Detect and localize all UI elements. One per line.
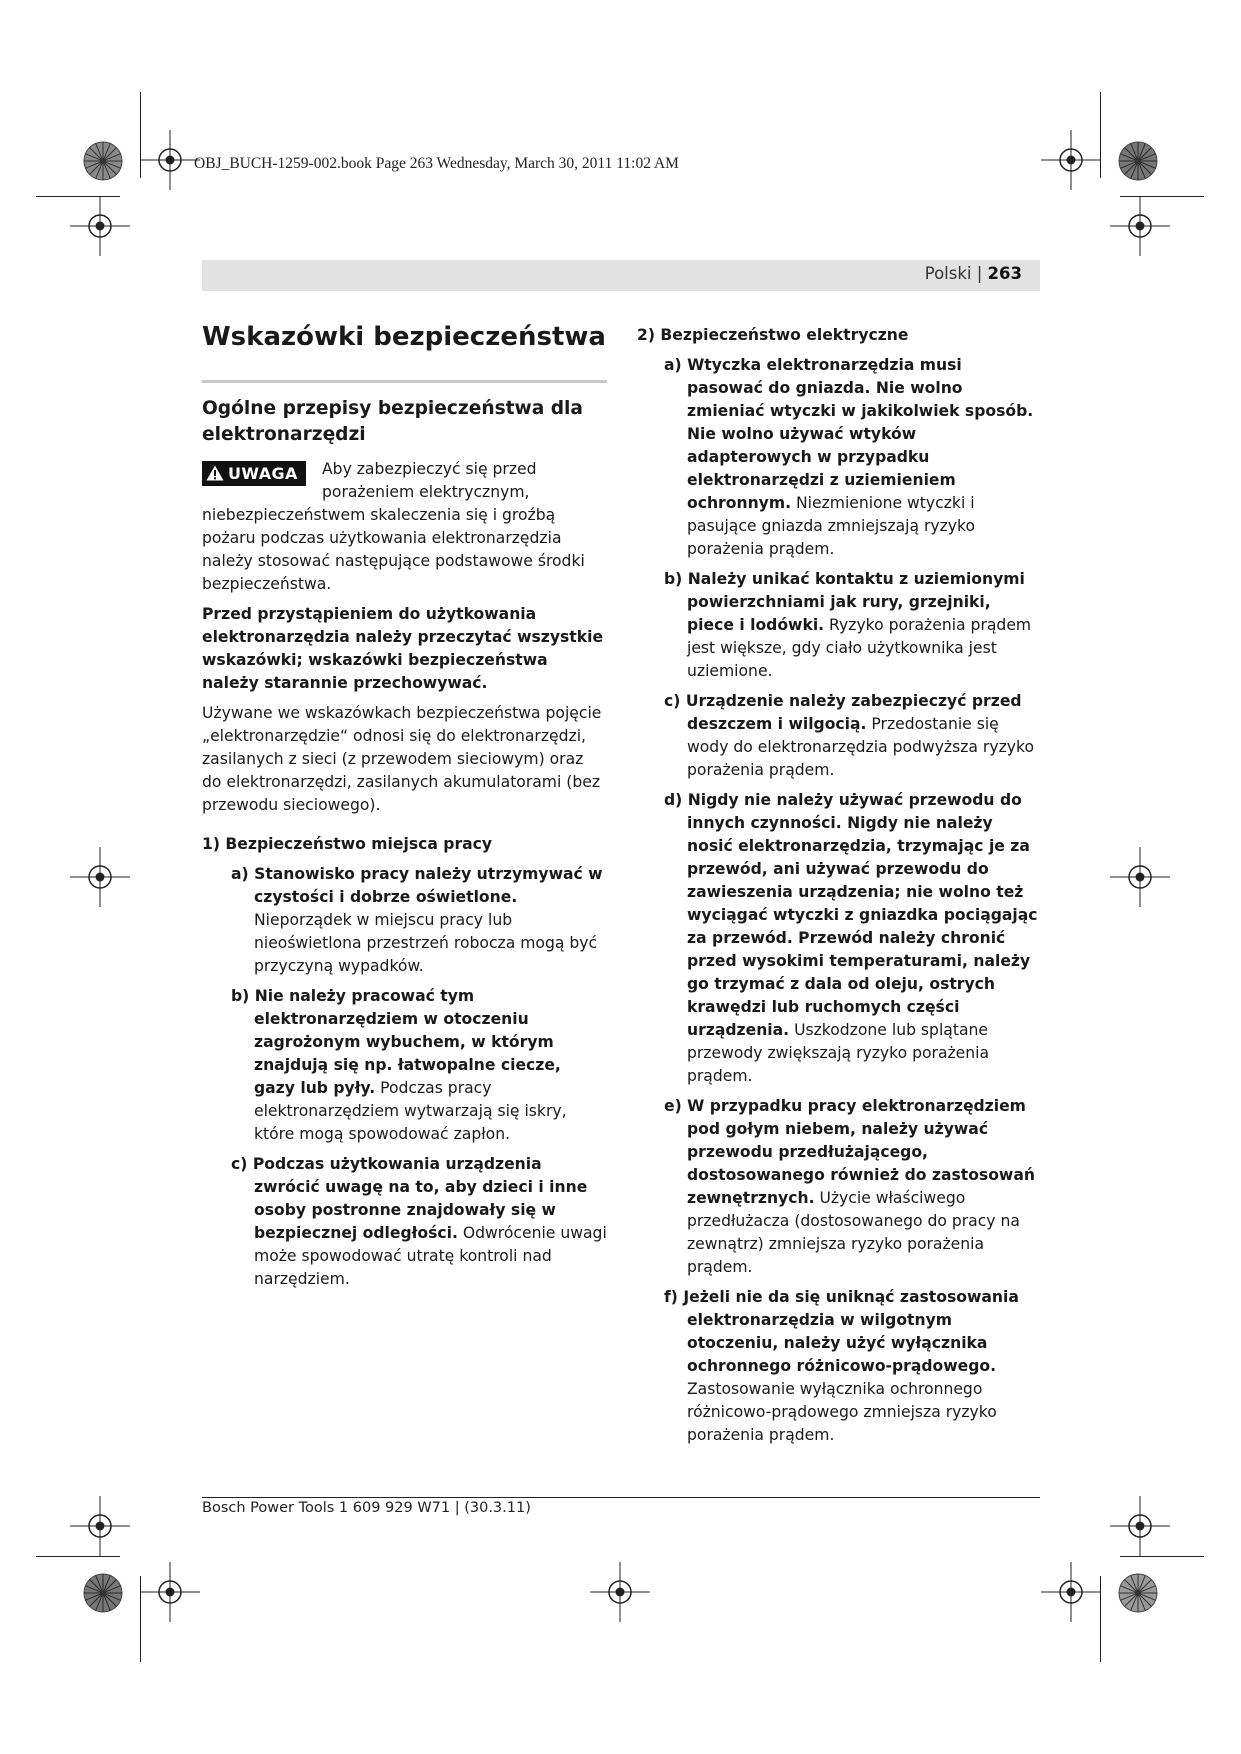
footer-divider (202, 1497, 1040, 1498)
left-column (202, 320, 607, 1298)
registration-mark-icon (1110, 847, 1170, 907)
page-title: Wskazówki bezpieczeństwa (202, 322, 606, 352)
right-column (637, 324, 1040, 1454)
calibration-wheel-icon (1118, 141, 1158, 181)
registration-mark-icon (1041, 130, 1101, 190)
registration-mark-icon (1041, 1562, 1101, 1622)
warning-triangle-icon (206, 465, 224, 481)
registration-mark-icon (1110, 1496, 1170, 1556)
registration-mark-icon (70, 1496, 130, 1556)
registration-mark-icon (70, 847, 130, 907)
title-divider (202, 380, 607, 383)
page-number: 263 (987, 264, 1022, 283)
header-language: Polski | (924, 264, 988, 283)
section-heading-workplace: 1) Bezpieczeństwo miejsca pracy (202, 835, 493, 853)
list-item: a) Stanowisko pracy należy utrzymywać w czystości i dobrze oświetlone. Nieporządek w miejscu pracy lub nieoświetlona przestrzeń robocza mogą być przyczyną wypadków. (231, 865, 603, 975)
registration-mark-icon (140, 1562, 200, 1622)
page-header-bar (202, 260, 1040, 291)
page-header (925, 264, 1022, 283)
calibration-wheel-icon (83, 1573, 123, 1613)
list-item: c) Urządzenie należy zabezpieczyć przed deszczem i wilgocią. Przedostanie się wody do elektronarzędzia podwyższa ryzyko porażenia prądem. (664, 692, 1034, 779)
list-item: c) Podczas użytkowania urządzenia zwrócić uwagę na to, aby dzieci i inne osoby postronne znajdowały się w bezpiecznej odległości. Odwrócenie uwagi może spowodować utratę kontroli nad narzędziem. (231, 1155, 607, 1288)
section-subtitle: Ogólne przepisy bezpieczeństwa dla elektronarzędzi (202, 398, 583, 445)
warning-badge (202, 461, 306, 486)
list-item: e) W przypadku pracy elektronarzędziem pod gołym niebem, należy używać przewodu przedłużającego, dostosowanego również do zastosowań zewnętrznych. Użycie właściwego przedłużacza (dostosowanego do pracy na zewnątrz) zmniejsza ryzyko porażenia prądem. (664, 1097, 1035, 1276)
calibration-wheel-icon (1118, 1573, 1158, 1613)
list-item: d) Nigdy nie należy używać przewodu do innych czynności. Nigdy nie należy nosić elektronarzędzia, trzymając je za przewód, ani używać przewodu do zawieszenia urządzenia; nie wolno też wyciągać wtyczki z gniazdka pociągając za przewód. Przewód należy chronić przed wysokimi temperaturami, należy go trzymać z dala od oleju, ostrych krawędzi lub ruchomych części urządzenia. Uszkodzone lub splątane przewody zwiększają ryzyko porażenia prądem. (664, 791, 1038, 1085)
warning-text: Aby zabezpieczyć się przed porażeniem elektrycznym, niebezpieczeństwem skaleczenia się i groźbą pożaru podczas użytkowania elektronarzędzia należy stosować następujące podstawowe środki bezpieczeństwa. (202, 460, 585, 593)
list-item: f) Jeżeli nie da się uniknąć zastosowania elektronarzędzia w wilgotnym otoczeniu, należy użyć wyłącznika ochronnego różnicowo-prądowego. Zastosowanie wyłącznika ochronnego różnicowo-prądowego zmniejsza ryzyko porażenia prądem. (664, 1288, 1019, 1444)
page-footer: Bosch Power Tools 1 609 929 W71 | (30.3.11) (202, 1500, 531, 1516)
print-slug: OBJ_BUCH-1259-002.book Page 263 Wednesday, March 30, 2011 11:02 AM (194, 155, 679, 172)
registration-mark-icon (1110, 196, 1170, 256)
registration-mark-icon (70, 196, 130, 256)
registration-mark-icon (140, 130, 200, 190)
warning-badge-label: UWAGA (228, 464, 298, 483)
registration-mark-icon (590, 1562, 650, 1622)
crop-mark (1120, 1556, 1204, 1557)
list-item: b) Należy unikać kontaktu z uziemionymi powierzchniami jak rury, grzejniki, piece i lodówki. Ryzyko porażenia prądem jest większe, gdy ciało użytkownika jest uziemione. (664, 570, 1032, 680)
list-item: a) Wtyczka elektronarzędzia musi pasować do gniazda. Nie wolno zmieniać wtyczki w jakikolwiek sposób. Nie wolno używać wtyków adapterowych w przypadku elektronarzędzi z uziemieniem ochronnym. Niezmienione wtyczki i pasujące gniazda zmniejszają ryzyko porażenia prądem. (664, 356, 1034, 558)
read-instructions-note: Przed przystąpieniem do użytkowania elektronarzędzia należy przeczytać wszystkie wskazówki; wskazówki bezpieczeństwa należy starannie przechowywać. (202, 605, 604, 692)
section-heading-electrical: 2) Bezpieczeństwo elektryczne (637, 326, 909, 344)
crop-mark (36, 1556, 120, 1557)
warning-paragraph (202, 458, 607, 596)
definition-paragraph: Używane we wskazówkach bezpieczeństwa pojęcie „elektronarzędzie“ odnosi się do elektronarzędzi, zasilanych z sieci (z przewodem sieciowym) oraz do elektronarzędzi, zasilanych akumulatorami (bez przewodu sieciowego). (202, 704, 602, 814)
list-item: b) Nie należy pracować tym elektronarzędziem w otoczeniu zagrożonym wybuchem, w którym znajdują się np. łatwopalne ciecze, gazy lub pyły. Podczas pracy elektronarzędziem wytwarzają się iskry, które mogą spowodować zapłon. (231, 987, 567, 1143)
calibration-wheel-icon (83, 141, 123, 181)
